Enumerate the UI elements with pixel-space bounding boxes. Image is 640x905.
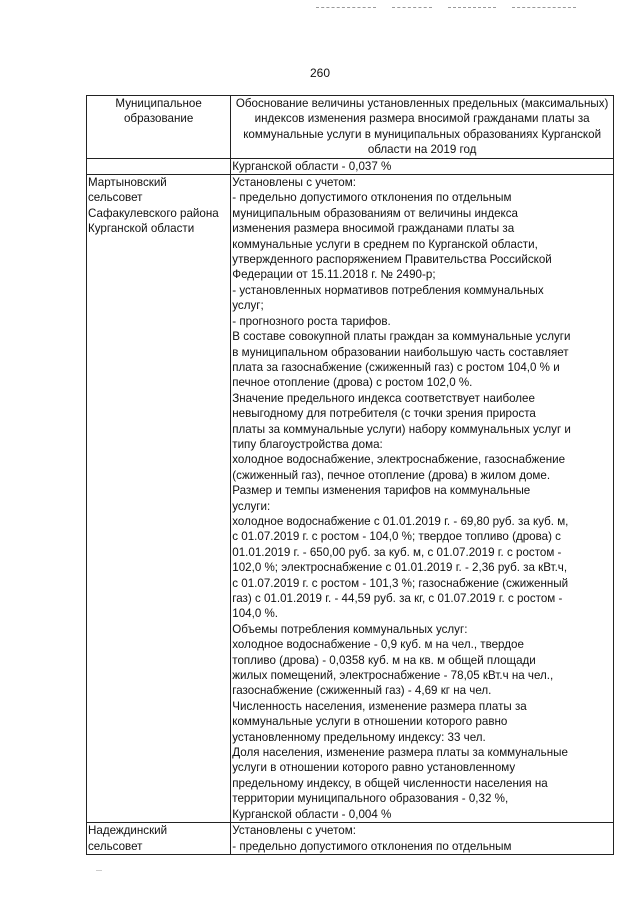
scan-artifact-line (448, 7, 496, 8)
justification-cell (231, 175, 614, 823)
scan-artifact-mark (96, 870, 102, 871)
table-row (87, 823, 614, 855)
justification-cell (231, 823, 614, 855)
scan-artifact-line (512, 7, 576, 8)
scan-artifact-line (316, 7, 376, 8)
justification-text: Курганской области - 0,037 % (232, 159, 392, 173)
municipality-text: Надеждинский сельсовет (88, 824, 168, 853)
tariff-index-table (86, 95, 614, 855)
header-municipality: Муниципальное образование (87, 96, 231, 159)
table-row (87, 175, 614, 823)
scan-artifact-line (392, 7, 432, 8)
header-justification: Обоснование величины установленных предельных (максимальных) индексов изменения размера вносимой гражданами платы за коммунальные услуги в муниципальных образованиях Курганской области на 2019 год (231, 96, 614, 159)
justification-text: Установлены с учетом: - предельно допустимого отклонения по отдельным муниципальным образованиям от величины индекса изменения размера вносимой гражданами платы за коммунальные услуги в среднем по Курганской области, утвержденного распоряжением Правительства Российской Федерации от 15.11.2018 г. № 2490-р; - установленных нормативов потребления коммунальных услуг; - прогнозного роста тарифов. В составе совокупной платы граждан за коммунальные услуги в муниципальном образовании наибольшую часть составляет плата за газоснабжение (сжиженный газ) с ростом 104,0 % и печное отопление (дрова) с ростом 102,0 %. Значение предельного индекса соответствует наиболее невыгодному для потребителя (с точки зрения прироста платы за коммунальные услуги) набору коммунальных услуг и типу благоустройства дома: холодное водоснабжение, электроснабжение, газоснабжение (сжиженный газ), печное отопление (дрова) в жилом доме. Размер и темпы изменения тарифов на коммунальные услуги: холодное водоснабжение с 01.01.2019 г. - 69,80 руб. за куб. м, с 01.07.2019 г. с ростом - 104,0 %; твердое топливо (дрова) с 01.01.2019 г. - 650,00 руб. за куб. м, с 01.07.2019 г. с ростом - 102,0 %; электроснабжение с 01.01.2019 г. - 2,36 руб. за кВт.ч, с 01.07.2019 г. с ростом - 101,3 %; газоснабжение (сжиженный газ) с 01.01.2019 г. - 44,59 руб. за кг, с 01.07.2019 г. с ростом - 104,0 %. Объемы потребления коммунальных услуг: холодное водоснабжение - 0,9 куб. м на чел., твердое топливо (дрова) - 0,0358 куб. м на кв. м общей площади жилых помещений, электроснабжение - 78,05 кВт.ч на чел., газоснабжение (сжиженный газ) - 4,69 кг на чел. Численность населения, изменение размера платы за коммунальные услуги в отношении которого равно установленному предельному индексу: 33 чел. Доля населения, изменение размера платы за коммунальные услуги в отношении которого равно установленному предельному индексу, в общей численности населения на территории муниципального образования - 0,32 %, Курганской области - 0,004 % (232, 176, 571, 821)
municipality-cell (87, 175, 231, 823)
justification-cell (231, 158, 614, 174)
table-header-row (87, 96, 614, 159)
municipality-cell (87, 823, 231, 855)
table-row (87, 158, 614, 174)
municipality-text: Мартыновский сельсовет Сафакулевского района Курганской области (88, 176, 219, 236)
justification-text: Установлены с учетом: - предельно допустимого отклонения по отдельным (232, 824, 512, 853)
municipality-cell (87, 158, 231, 174)
page-number: 260 (309, 66, 331, 80)
